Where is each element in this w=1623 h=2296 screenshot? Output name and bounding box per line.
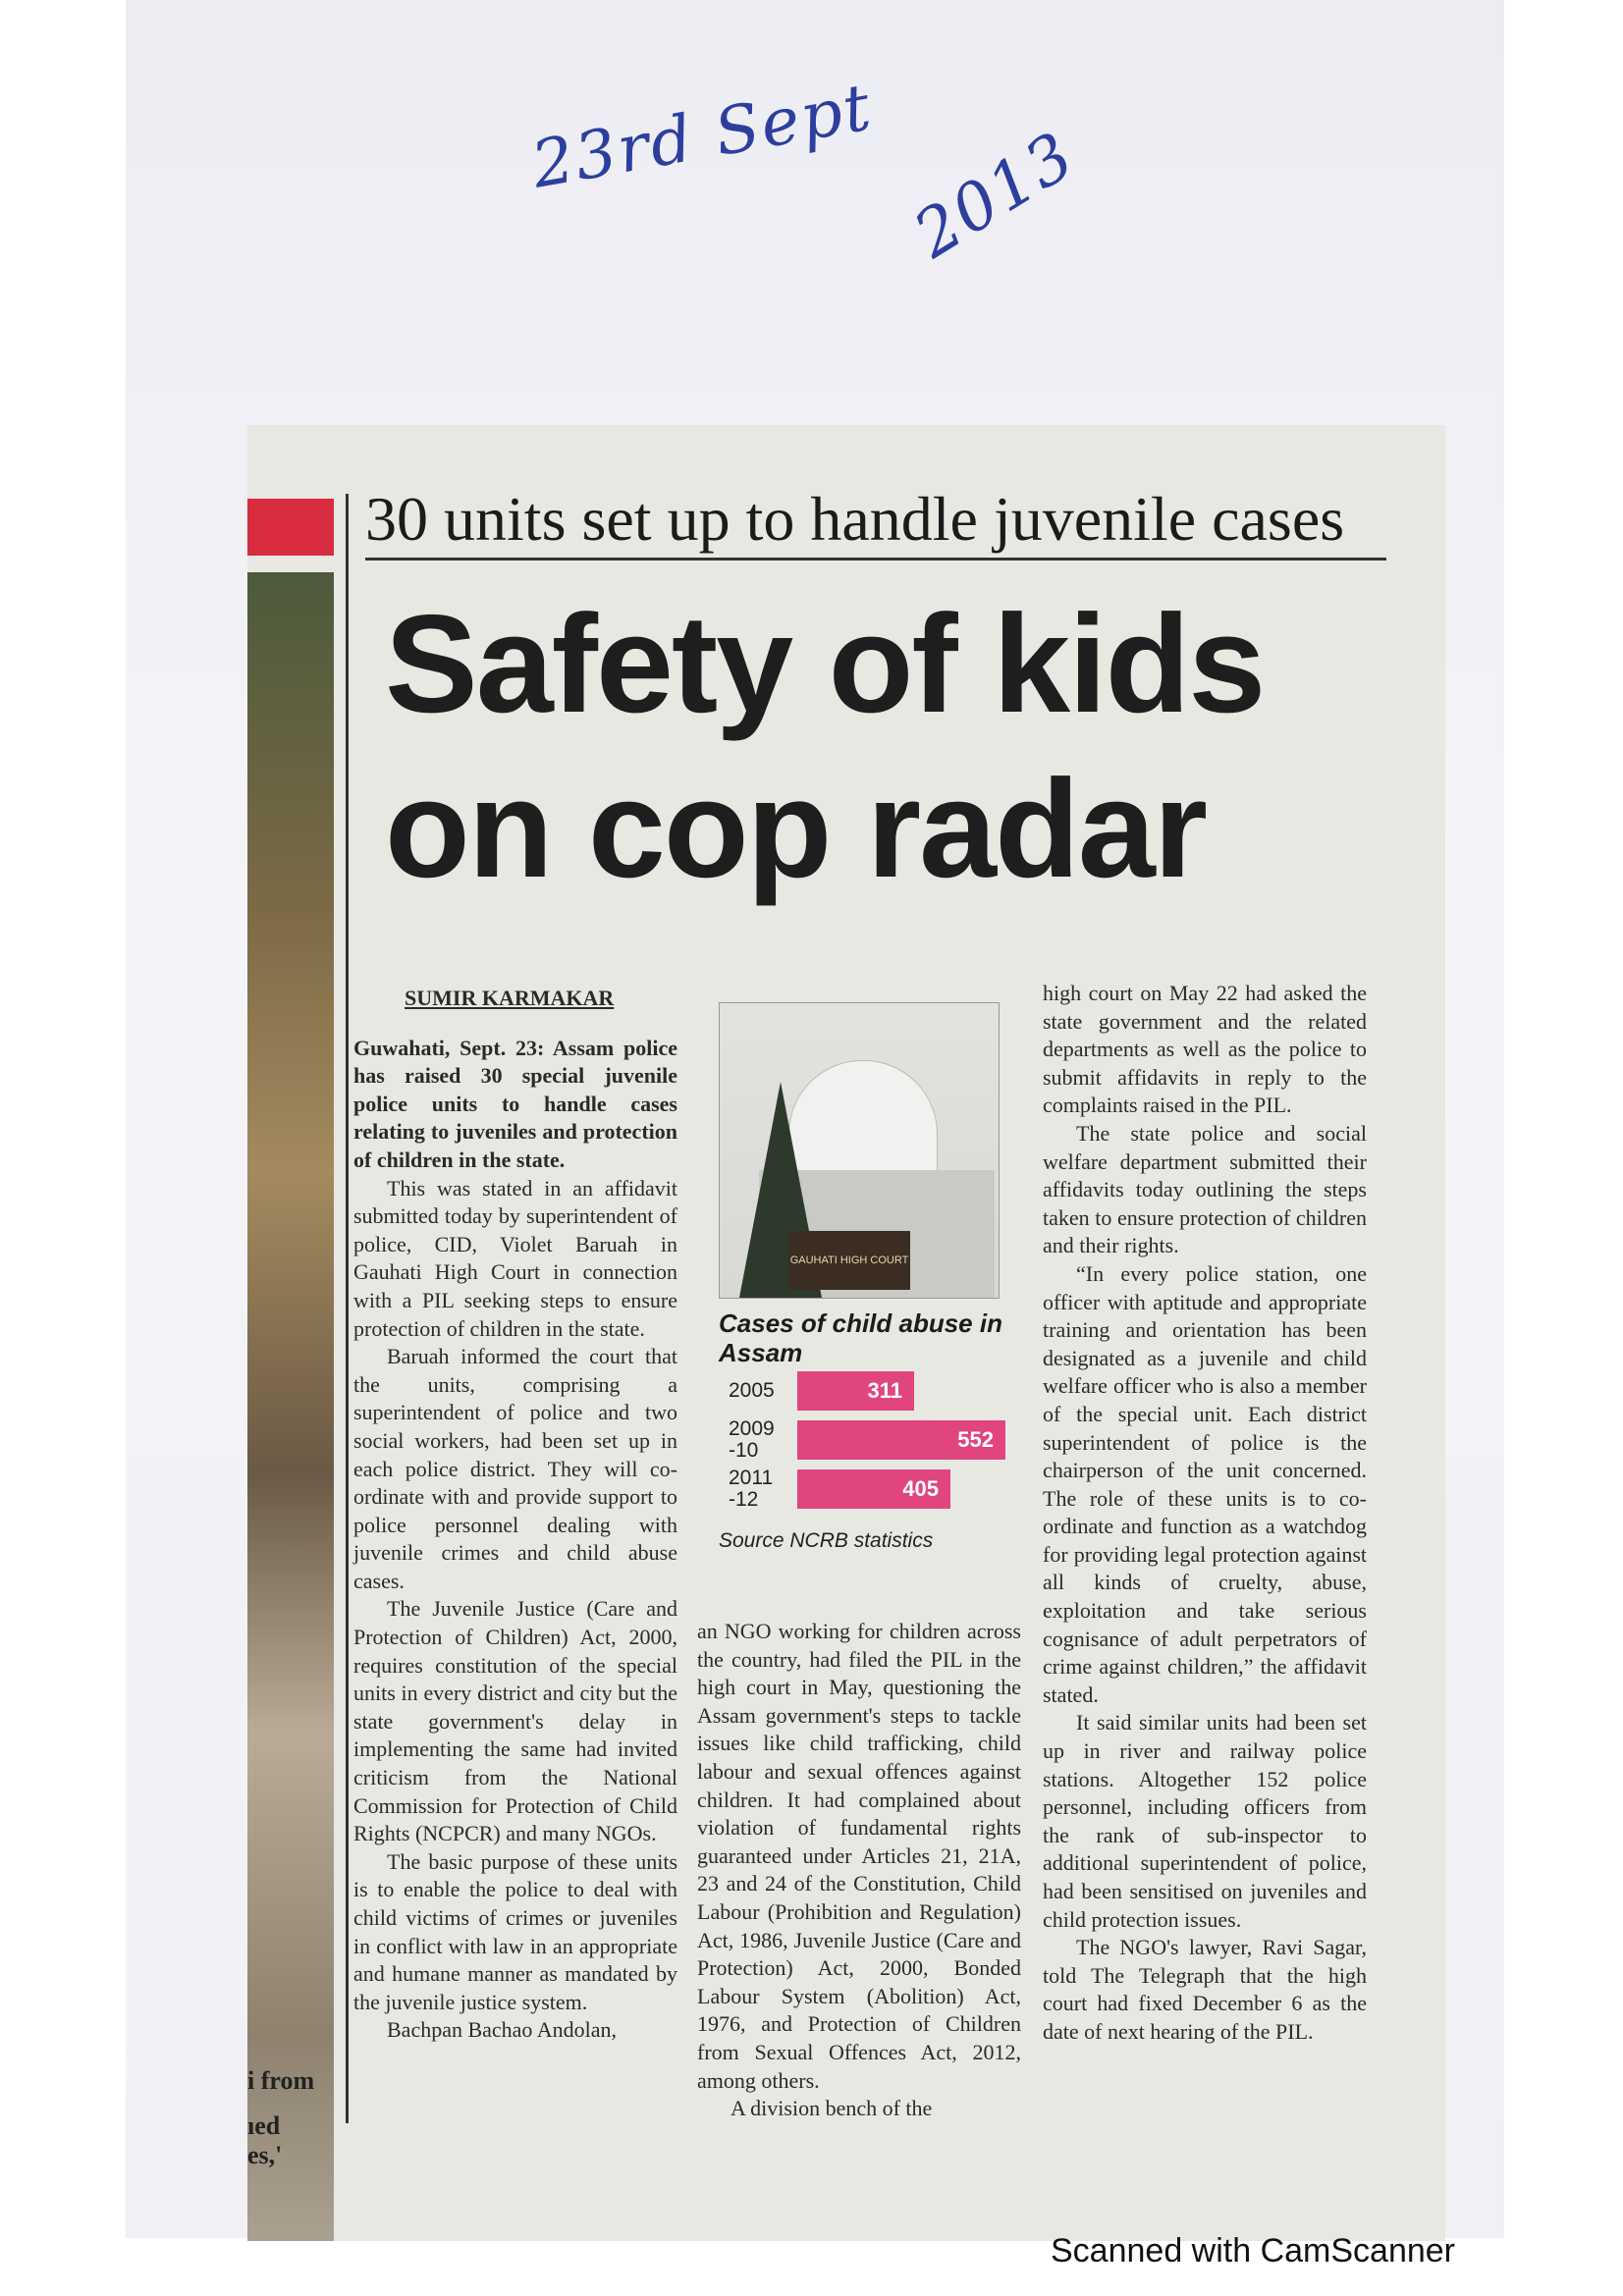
- paragraph: The basic purpose of these units is to enable the police to deal with child victims of crimes or juveniles in conflict with law in an appropriate and humane manner as mandated by the juvenile justice system.: [353, 1848, 677, 2014]
- paragraph: an NGO working for children across the country, had filed the PIL in the high court in May, questioning the Assam government's steps to tackle issues like child trafficking, child labour and sexual offences against children. It had complained about violation of fundamental rights guaranteed under Articles 21, 21A, 23 and 24 of the Constitution, Child Labour (Prohibition and Regulation) Act, 1986, Juvenile Justice (Care and Protection) Act, 2000, Bonded Labour System (Abolition) Act, 1976, and Protection of Children from Sexual Offences Act, 2012, among others.: [697, 1619, 1021, 2093]
- bar-category-label: 2009 -10: [729, 1417, 775, 1462]
- child-abuse-bar-chart: [719, 1371, 1013, 1519]
- high-court-photo: [719, 1002, 1000, 1299]
- main-headline: Safety of kids on cop radar: [385, 586, 1265, 907]
- kicker-headline: 30 units set up to handle juvenile cases: [365, 486, 1386, 561]
- bar-category-label: 2011 -12: [729, 1467, 774, 1511]
- paragraph: “In every police station, one officer with aptitude and appropriate training and orientation has been designated as a juvenile and child welfare officer who is also a member of the special unit. Each district superintendent of police is the chairperson of the unit concerned. The role of these units is to co-ordinate and function as a watchdog for providing legal protection against all kinds of cruelty, abuse, exploitation and take serious cognisance of adult perpetrators of crime against children,” the affidavit stated.: [1043, 1260, 1367, 1707]
- paragraph: The Juvenile Justice (Care and Protection of Children) Act, 2000, requires constitution of the special units in every district and city but the state government's delay in implementing the same had invited criticism from the National Commission for Protection of Child Rights (NCPCR) and many NGOs.: [353, 1596, 677, 1846]
- chart-source: Source NCRB statistics: [719, 1529, 934, 1552]
- paragraph: Baruah informed the court that the units, comprising a superintendent of police and two social workers, had been set up in each police district. They will co-ordinate with and provide support to police personnel dealing with juvenile crimes and child abuse cases.: [353, 1344, 677, 1593]
- paragraph: This was stated in an affidavit submitted today by superintendent of police, CID, Violet Baruah in Gauhati High Court in connection with a PIL seeking steps to ensure protection of children in the state.: [353, 1175, 677, 1341]
- byline: SUMIR KARMAKAR: [405, 986, 615, 1010]
- article-column-1: [353, 985, 677, 2045]
- handwritten-date: 23rd Sept: [525, 69, 878, 203]
- bar-category-label: 2005: [729, 1379, 775, 1402]
- handwritten-year: 2013: [900, 117, 1089, 273]
- paragraph: The NGO's lawyer, Ravi Sagar, told The Telegraph that the high court had fixed December 6 as the date of next hearing of the PIL.: [1043, 1935, 1367, 2044]
- cut-off-text-1: i from: [247, 2066, 315, 2095]
- adjacent-photo-strip: [247, 572, 334, 2241]
- column-rule: [346, 494, 349, 2123]
- bar-2: 405: [797, 1469, 950, 1509]
- gate-sign-text: GAUHATI HIGH COURT: [789, 1255, 909, 1266]
- chart-title: Cases of child abuse in Assam: [719, 1308, 1002, 1367]
- paragraph: The state police and social welfare department submitted their affidavits today outlining the steps taken to ensure protection of children and their rights.: [1043, 1120, 1367, 1258]
- paragraph: A division bench of the: [730, 2096, 933, 2121]
- paragraph: It said similar units had been set up in river and railway police stations. Altogether 152 police personnel, including officers from the rank of sub-inspector to additional superintendent of police, had been sensitised on juveniles and child protection issues.: [1043, 1710, 1367, 1932]
- newspaper-clipping: [247, 425, 1445, 2241]
- lead-paragraph: Guwahati, Sept. 23: Assam police has raised 30 special juvenile police units to handle cases relating to juveniles and protection of children in the state.: [353, 1035, 677, 1172]
- article-column-3: [1043, 980, 1367, 2047]
- bar-0: 311: [797, 1371, 914, 1411]
- bar-1: 552: [797, 1420, 1005, 1460]
- photo-gate-sign: [788, 1231, 910, 1290]
- cut-off-text-2: ıed es,': [247, 2111, 283, 2169]
- paragraph: Bachpan Bachao Andolan,: [387, 2017, 617, 2043]
- red-section-tab: [247, 499, 334, 556]
- article-column-2: [697, 1618, 1021, 2123]
- scanner-watermark: Scanned with CamScanner: [1051, 2232, 1456, 2269]
- paragraph: high court on May 22 had asked the state government and the related departments as well as the police to submit affidavits in reply to the complaints raised in the PIL.: [1043, 981, 1367, 1118]
